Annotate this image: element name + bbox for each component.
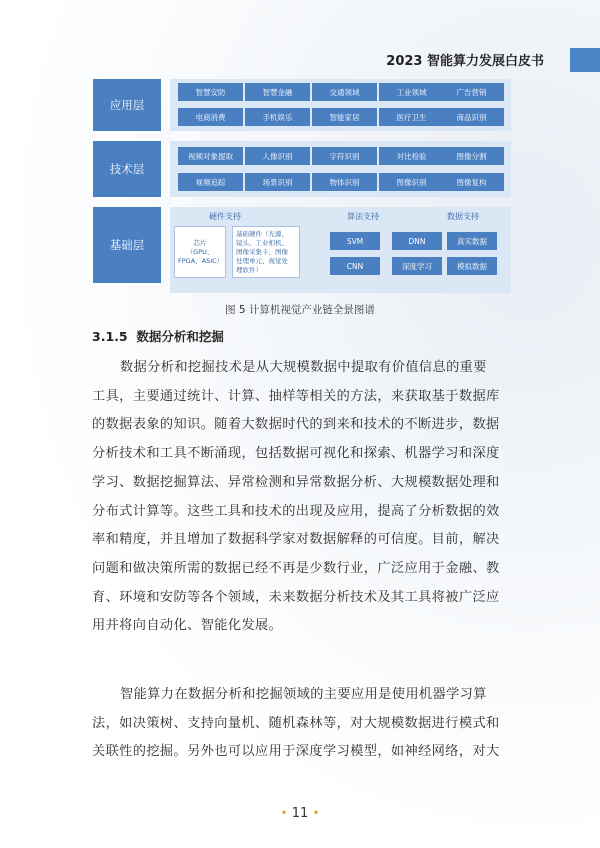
application-item: 工业领域 bbox=[379, 83, 444, 101]
application-item: 智能家居 bbox=[312, 108, 377, 126]
application-item: 智慧安防 bbox=[178, 83, 243, 101]
page-number bbox=[0, 806, 600, 821]
algorithm-item: CNN bbox=[330, 257, 380, 275]
hardware-line: 理软件） bbox=[236, 265, 262, 274]
text-line: 分布式计算等。这些工具和技术的出现及应用，提高了分析数据的效 bbox=[92, 503, 500, 519]
text-line: 分析技术和工具不断涌现，包括数据可视化和探索、机器学习和深度 bbox=[92, 446, 500, 462]
text-line: 工具，主要通过统计、计算、抽样等相关的方法，来获取基于数据库 bbox=[92, 388, 500, 404]
foundation-layer-panel bbox=[170, 207, 511, 293]
technology-item: 图像识别 bbox=[379, 173, 444, 191]
technology-item: 对比检验 bbox=[379, 147, 444, 165]
page-header-title: 2023 智能算力发展白皮书 bbox=[386, 54, 544, 69]
text-line: 育、环境和安防等各个领域，未来数据分析技术及其工具将被广泛应 bbox=[92, 589, 500, 605]
hardware-line: 处理单元、视觉处 bbox=[236, 256, 288, 265]
technology-item: 物体识别 bbox=[312, 173, 377, 191]
technology-layer-panel bbox=[170, 141, 511, 197]
foundation-layer-label: 基础层 bbox=[93, 207, 161, 283]
application-item: 智慧金融 bbox=[245, 83, 310, 101]
text-line: 关联性的挖掘。另外也可以应用于深度学习模型，如神经网络，对大 bbox=[92, 744, 500, 760]
data-item: 真实数据 bbox=[447, 232, 497, 250]
header-accent-tab bbox=[570, 48, 600, 72]
text-line: 学习、数据挖掘算法、异常检测和异常数据分析、大规模数据处理和 bbox=[92, 474, 500, 490]
algorithm-item: SVM bbox=[330, 232, 380, 250]
foundation-layer-row bbox=[93, 207, 511, 293]
chip-line: 芯片 bbox=[193, 238, 207, 247]
text-line: 智能算力在数据分析和挖掘领域的主要应用是使用机器学习算 bbox=[120, 687, 487, 702]
application-layer-row bbox=[93, 79, 511, 131]
hardware-support-heading: 硬件支持 bbox=[209, 212, 241, 221]
application-item: 交通领域 bbox=[312, 83, 377, 101]
chip-line: （GPU、 bbox=[186, 247, 214, 256]
data-item: 模拟数据 bbox=[447, 257, 497, 275]
technology-layer-label: 技术层 bbox=[93, 141, 161, 197]
section-heading bbox=[92, 327, 224, 345]
hardware-line: 镜头、工业相机、 bbox=[236, 238, 288, 247]
text-line: 的数据表象的知识。随着大数据时代的到来和技术的不断进步，数据 bbox=[92, 417, 500, 433]
body-paragraph bbox=[92, 681, 512, 767]
application-item: 手机娱乐 bbox=[245, 108, 310, 126]
body-paragraph bbox=[92, 354, 512, 641]
technology-item: 视频追踪 bbox=[178, 173, 243, 191]
application-item: 电商消费 bbox=[178, 108, 243, 126]
algorithm-item: 深度学习 bbox=[392, 257, 442, 275]
text-line: 法，如决策树、支持向量机、随机森林等，对大规模数据进行模式和 bbox=[92, 715, 500, 731]
section-title: 数据分析和挖掘 bbox=[136, 329, 224, 344]
application-item: 商品识别 bbox=[439, 108, 504, 126]
section-number: 3.1.5 bbox=[92, 329, 128, 344]
technology-item: 场景识别 bbox=[245, 173, 310, 191]
technology-item: 视频对象提取 bbox=[178, 147, 243, 165]
bullet-dot-icon: • bbox=[280, 806, 288, 820]
hardware-line: 基础硬件（光源、 bbox=[236, 229, 288, 238]
bullet-dot-icon: • bbox=[312, 806, 320, 820]
technology-layer-row bbox=[93, 141, 511, 197]
application-item: 广告营销 bbox=[439, 83, 504, 101]
technology-item: 字符识别 bbox=[312, 147, 377, 165]
page-number-value: 11 bbox=[291, 806, 309, 821]
chip-line: FPGA、ASIC） bbox=[178, 256, 224, 265]
text-line: 用并将向自动化、智能化发展。 bbox=[92, 618, 283, 634]
algorithm-support-heading: 算法支持 bbox=[347, 212, 379, 221]
technology-item: 图像分割 bbox=[439, 147, 504, 165]
technology-item: 图像复构 bbox=[439, 173, 504, 191]
text-line: 数据分析和挖掘技术是从大规模数据中提取有价值信息的重要 bbox=[120, 360, 487, 375]
data-support-heading: 数据支持 bbox=[447, 212, 479, 221]
hardware-line: 图像采集卡、图像 bbox=[236, 247, 288, 256]
industry-chain-diagram bbox=[93, 79, 511, 293]
text-line: 率和精度，并且增加了数据科学家对数据解释的可信度。目前，解决 bbox=[92, 532, 500, 548]
algorithm-item: DNN bbox=[392, 232, 442, 250]
basic-hardware-box bbox=[232, 226, 300, 278]
figure-caption: 图 5 计算机视觉产业链全景图谱 bbox=[225, 304, 375, 316]
text-line: 问题和做决策所需的数据已经不再是少数行业，广泛应用于金融、教 bbox=[92, 560, 500, 576]
application-item: 医疗卫生 bbox=[379, 108, 444, 126]
technology-item: 人像识别 bbox=[245, 147, 310, 165]
application-layer-label: 应用层 bbox=[93, 79, 161, 131]
chip-support-box bbox=[174, 226, 226, 278]
application-layer-panel bbox=[170, 79, 511, 131]
